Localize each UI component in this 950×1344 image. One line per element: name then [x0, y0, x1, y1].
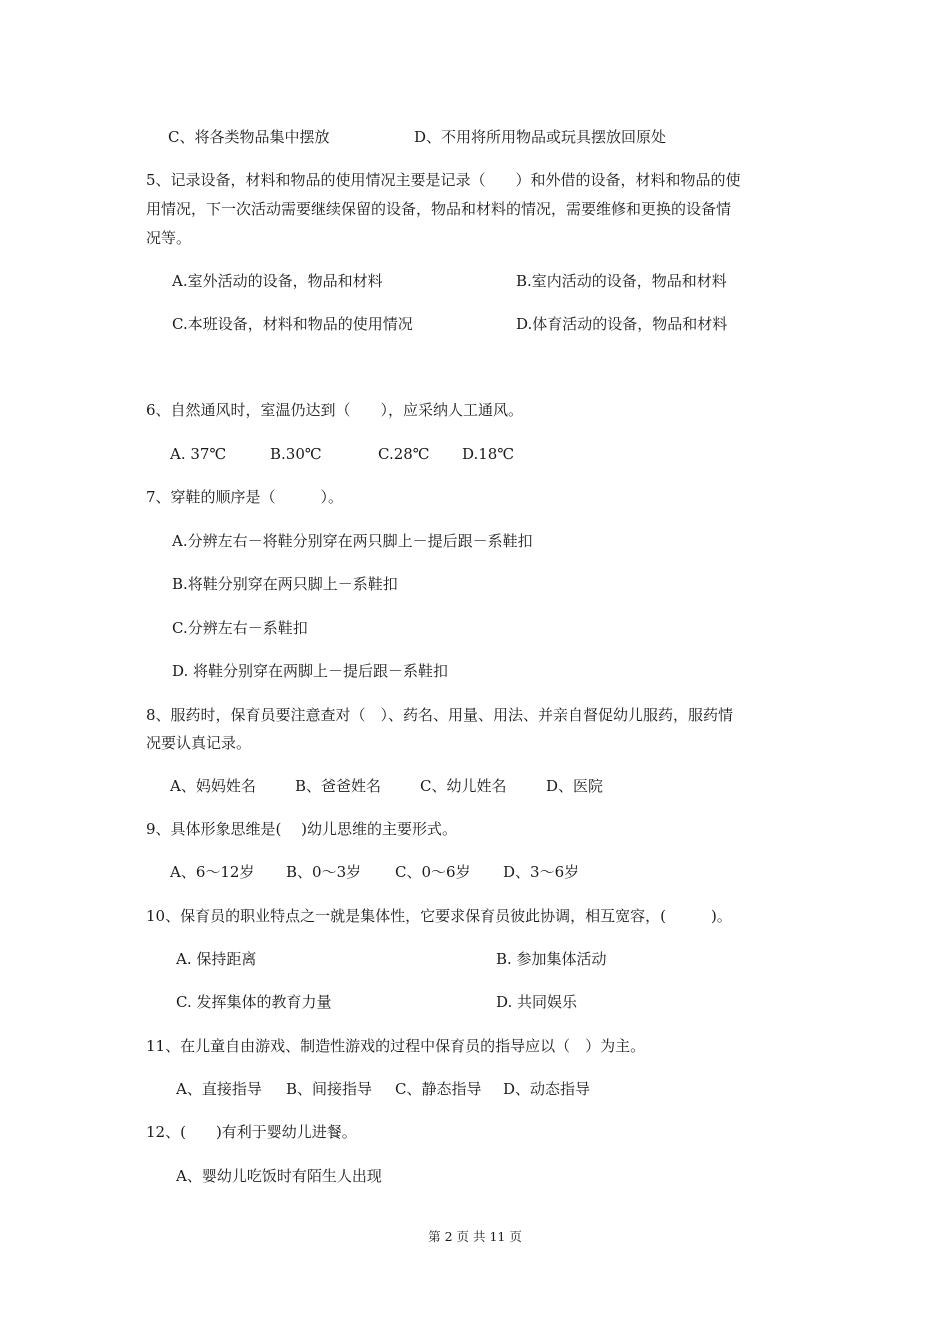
q5-option-a: A.室外活动的设备，物品和材料: [172, 272, 383, 290]
q5-text-line-3: 况等。: [146, 229, 192, 247]
q6-text: 6、自然通风时，室温仍达到（ ），应采纳人工通风。: [146, 401, 524, 419]
q6-option-a: A. 37℃: [170, 445, 227, 463]
q7-option-b: B.将鞋分别穿在两只脚上－系鞋扣: [172, 575, 398, 593]
q4-option-c: C、将各类物品集中摆放: [168, 128, 330, 146]
q8-option-d: D、医院: [546, 777, 604, 795]
page-footer: 第 2 页 共 11 页: [428, 1229, 522, 1244]
q8-text-line-2: 况要认真记录。: [146, 734, 252, 752]
q12-option-a: A、婴幼儿吃饭时有陌生人出现: [176, 1167, 382, 1185]
q7-option-d: D. 将鞋分别穿在两脚上－提后跟－系鞋扣: [172, 662, 449, 680]
q10-option-c: C. 发挥集体的教育力量: [176, 993, 332, 1011]
q6-option-c: C.28℃: [378, 445, 430, 463]
q5-text-line-1: 5、记录设备，材料和物品的使用情况主要是记录（ ）和外借的设备，材料和物品的使: [146, 171, 741, 189]
q10-option-b: B. 参加集体活动: [496, 950, 607, 968]
q8-option-c: C、幼儿姓名: [420, 777, 507, 795]
q7-option-c: C.分辨左右－系鞋扣: [172, 619, 308, 637]
q10-text: 10、保育员的职业特点之一就是集体性，它要求保育员彼此协调，相互宽容，( )。: [146, 907, 732, 925]
q5-option-b: B.室内活动的设备，物品和材料: [516, 272, 727, 290]
q11-option-c: C、静态指导: [395, 1080, 482, 1098]
q7-text: 7、穿鞋的顺序是（ ）。: [146, 488, 344, 506]
q10-option-a: A. 保持距离: [176, 950, 257, 968]
q11-option-d: D、动态指导: [503, 1080, 591, 1098]
q5-option-c: C.本班设备，材料和物品的使用情况: [172, 315, 413, 333]
q9-text: 9、具体形象思维是( )幼儿思维的主要形式。: [146, 820, 458, 838]
q6-option-b: B.30℃: [270, 445, 322, 463]
q5-text-line-2: 用情况，下一次活动需要继续保留的设备，物品和材料的情况，需要维修和更换的设备情: [146, 200, 732, 218]
q8-option-b: B、爸爸姓名: [295, 777, 382, 795]
q8-text-line-1: 8、服药时，保育员要注意查对（ ）、药名、用量、用法、并亲自督促幼儿服药，服药情: [146, 706, 734, 724]
q8-option-a: A、妈妈姓名: [170, 777, 256, 795]
q9-option-a: A、6～12岁: [170, 863, 255, 881]
q12-text: 12、( )有利于婴幼儿进餐。: [146, 1123, 357, 1141]
q5-option-d: D.体育活动的设备，物品和材料: [516, 315, 728, 333]
q11-text: 11、在儿童自由游戏、制造性游戏的过程中保育员的指导应以（ ）为主。: [146, 1037, 646, 1055]
q7-option-a: A.分辨左右－将鞋分别穿在两只脚上－提后跟－系鞋扣: [172, 532, 533, 550]
q6-option-d: D.18℃: [462, 445, 515, 463]
q4-option-d: D、不用将所用物品或玩具摆放回原处: [414, 128, 667, 146]
q10-option-d: D. 共同娱乐: [496, 993, 578, 1011]
q11-option-b: B、间接指导: [286, 1080, 373, 1098]
q9-option-d: D、3～6岁: [503, 863, 580, 881]
q11-option-a: A、直接指导: [176, 1080, 262, 1098]
q9-option-c: C、0～6岁: [395, 863, 471, 881]
q9-option-b: B、0～3岁: [286, 863, 362, 881]
